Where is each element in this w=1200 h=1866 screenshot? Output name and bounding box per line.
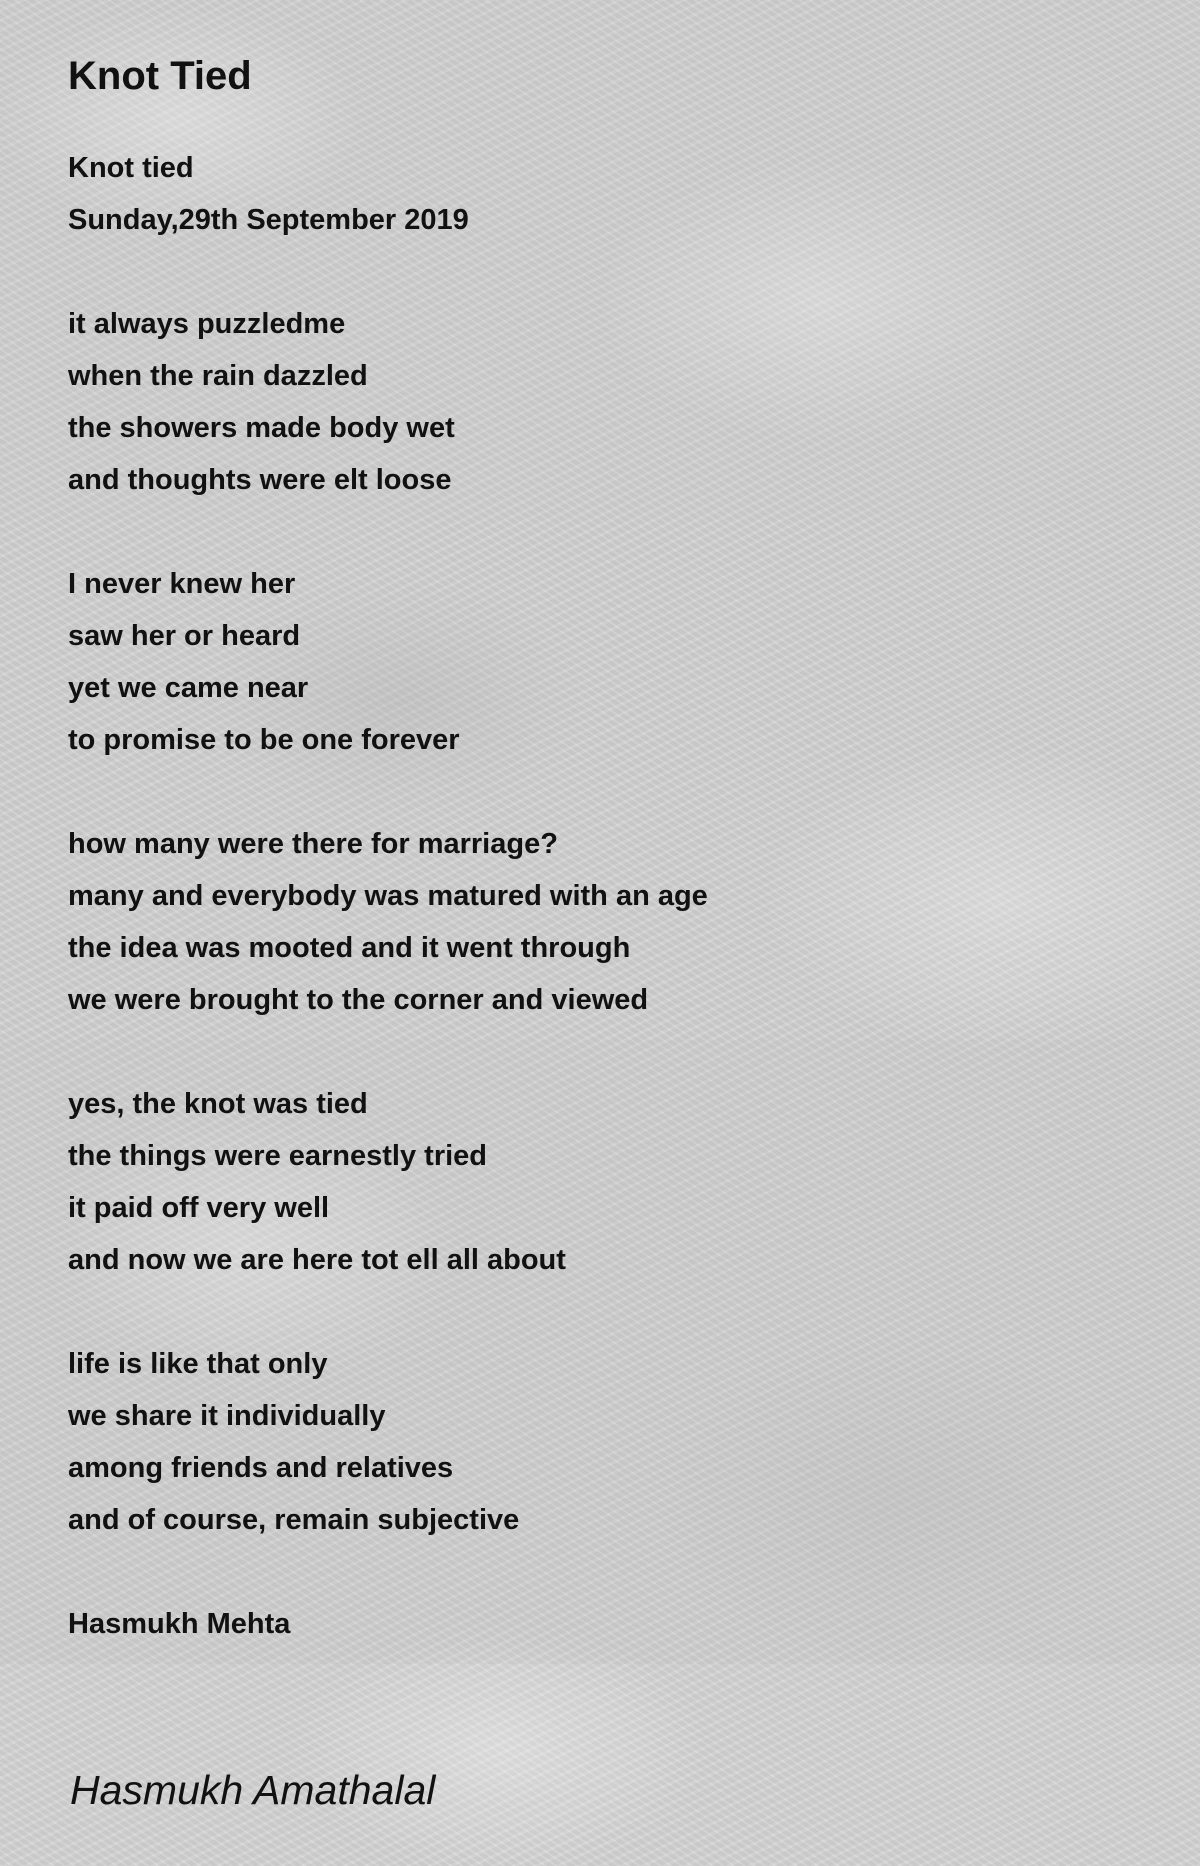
poem-line: saw her or heard: [68, 620, 301, 652]
poem-line: when the rain dazzled: [68, 360, 368, 392]
poem-line: among friends and relatives: [68, 1452, 454, 1484]
poem-line: yes, the knot was tied: [68, 1088, 368, 1120]
poem-line: and now we are here tot ell all about: [68, 1244, 566, 1276]
poem-line: Knot tied: [68, 152, 194, 184]
poem-line: and of course, remain subjective: [68, 1504, 520, 1536]
poem-line: how many were there for marriage?: [68, 828, 558, 860]
poem-container: [68, 50, 1148, 1650]
poem-line: it paid off very well: [68, 1192, 330, 1224]
poem-line: the things were earnestly tried: [68, 1140, 488, 1172]
stanza-break: [68, 1546, 1148, 1598]
poem-line: and thoughts were elt loose: [68, 464, 452, 496]
poem-line: yet we came near: [68, 672, 309, 704]
stanza-break: [68, 766, 1148, 818]
stanza-break: [68, 506, 1148, 558]
author-signature: Hasmukh Amathalal: [70, 1767, 436, 1813]
poem-body: [68, 142, 1148, 1650]
poem-line: we were brought to the corner and viewed: [68, 984, 649, 1016]
poem-line: we share it individually: [68, 1400, 386, 1432]
poem-line: I never knew her: [68, 568, 296, 600]
poem-line: it always puzzledme: [68, 308, 346, 340]
stanza-break: [68, 1026, 1148, 1078]
poem-line: Hasmukh Mehta: [68, 1608, 291, 1640]
stanza-break: [68, 246, 1148, 298]
poem-title: Knot Tied: [68, 54, 252, 98]
poem-line: to promise to be one forever: [68, 724, 460, 756]
poem-line: Sunday,29th September 2019: [68, 204, 469, 236]
poem-line: many and everybody was matured with an age: [68, 880, 708, 912]
poem-line: the showers made body wet: [68, 412, 455, 444]
poem-line: the idea was mooted and it went through: [68, 932, 631, 964]
poem-line: life is like that only: [68, 1348, 328, 1380]
stanza-break: [68, 1286, 1148, 1338]
